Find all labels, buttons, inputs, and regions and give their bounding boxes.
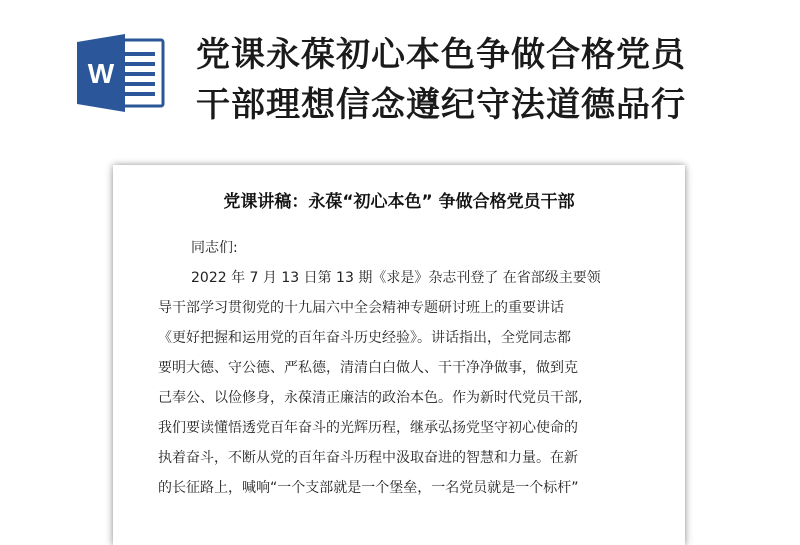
document-title: 党课讲稿：永葆“初心本色” 争做合格党员干部 — [223, 192, 575, 212]
title-line-1: 党课永葆初心本色争做合格党员 — [196, 35, 686, 75]
body-line: 的长征路上，喊响“一个支部就是一个堡垒，一名党员就是一个标杆” — [158, 480, 579, 496]
body-line: 我们要读懂悟透党百年奋斗的光辉历程，继承弘扬党坚守初心使命的 — [158, 420, 578, 436]
document-body — [158, 233, 648, 503]
salutation: 同志们: — [191, 240, 238, 256]
word-document-icon — [75, 32, 167, 114]
body-line: 要明大德、守公德、严私德，清清白白做人、干干净净做事，做到克 — [158, 360, 578, 376]
body-line: 2022 年 7 月 13 日第 13 期《求是》杂志刊登了 在省部级主要领 — [191, 270, 601, 286]
body-line: 执着奋斗，不断从党的百年奋斗历程中汲取奋进的智慧和力量。在新 — [158, 450, 578, 466]
body-line: 导干部学习贯彻党的十九届六中全会精神专题研讨班上的重要讲话 — [158, 300, 564, 316]
document-page — [113, 165, 685, 545]
body-line: 己奉公、以俭修身，永葆清正廉洁的政治本色。作为新时代党员干部, — [158, 390, 583, 406]
title-line-2: 干部理想信念遵纪守法道德品行 — [196, 85, 686, 125]
svg-text:W: W — [87, 58, 115, 89]
page-title — [196, 30, 786, 130]
body-line: 《更好把握和运用党的百年奋斗历史经验》。讲话指出，全党同志都 — [158, 330, 571, 346]
header-banner — [0, 0, 800, 150]
